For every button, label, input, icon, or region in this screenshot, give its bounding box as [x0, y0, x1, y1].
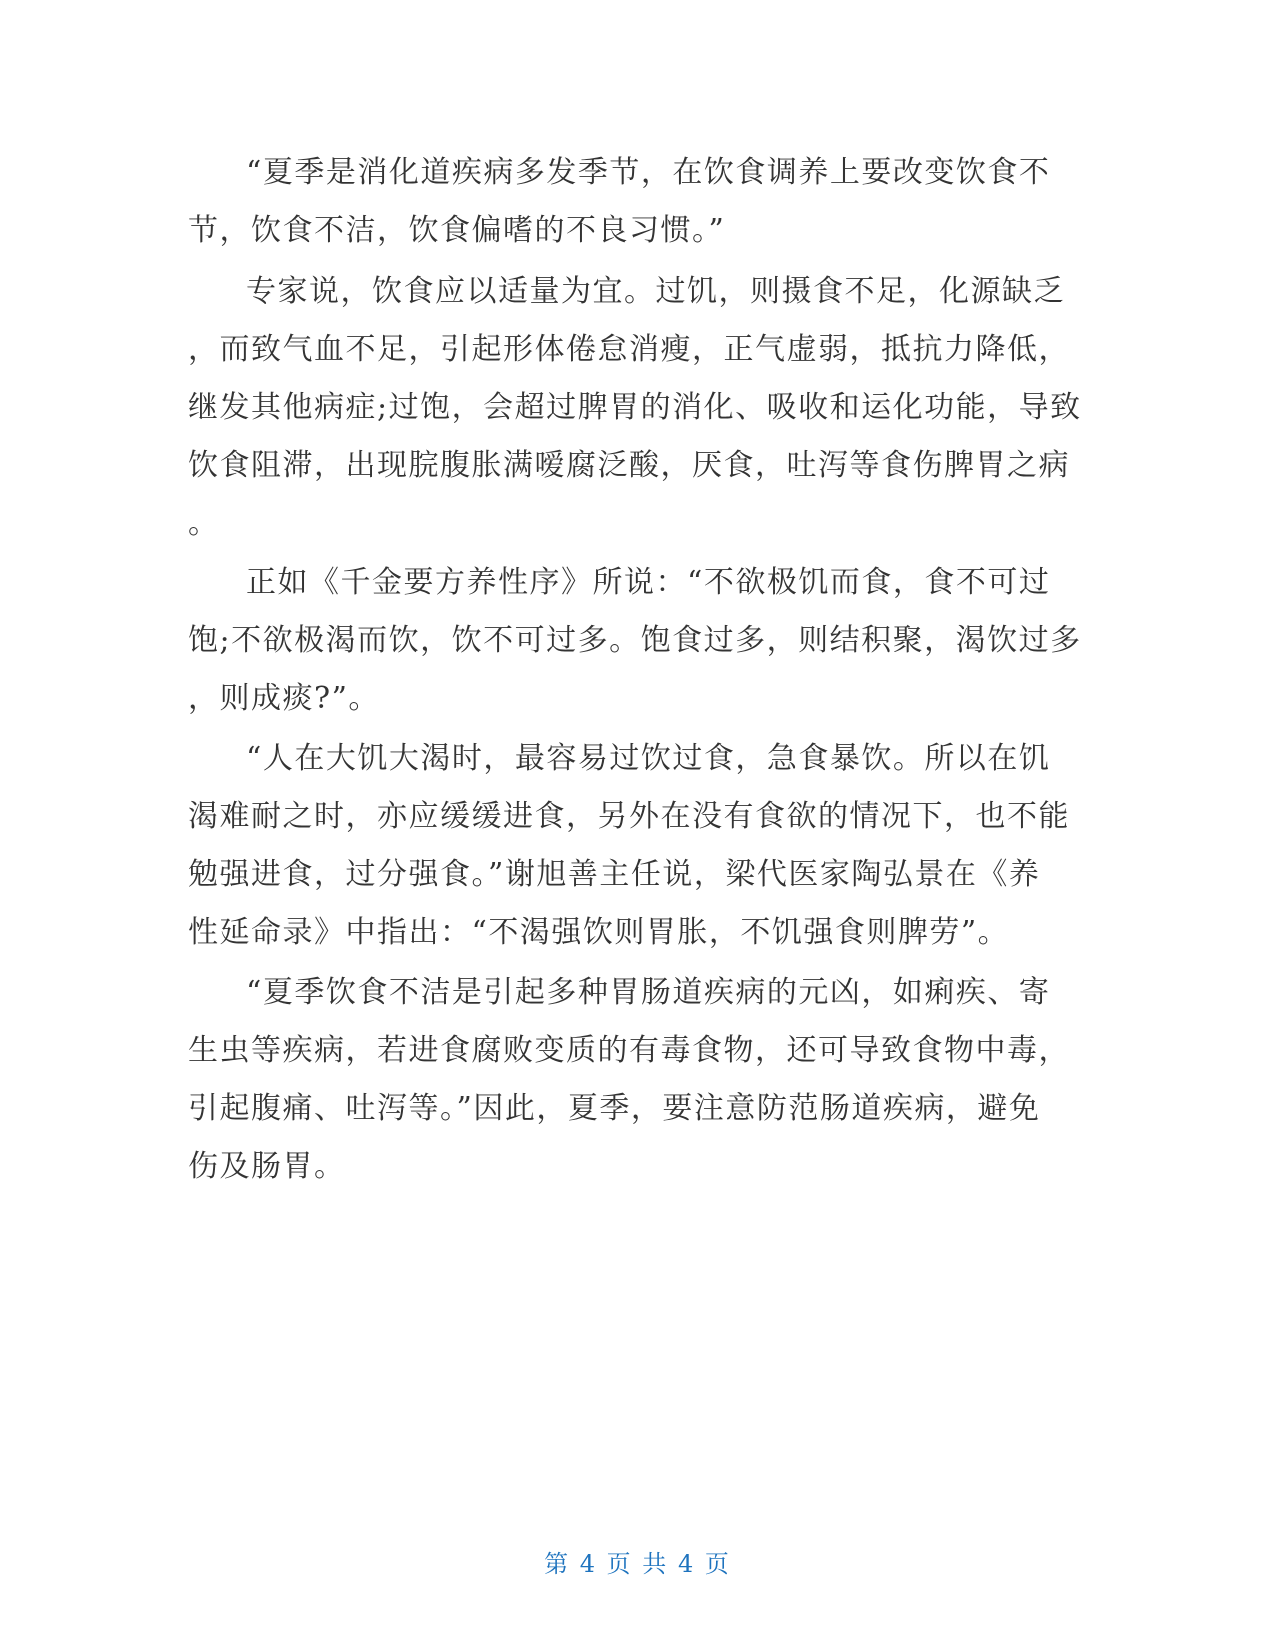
text-line: 。 — [188, 506, 220, 541]
text-line: ，而致气血不足，引起形体倦怠消瘦，正气虚弱，抵抗力降低， — [188, 332, 1070, 367]
text-line: 继发其他病症;过饱，会超过脾胃的消化、吸收和运化功能，导致 — [188, 390, 1082, 425]
text-line: 专家说，饮食应以适量为宜。过饥，则摄食不足，化源缺乏 — [246, 274, 1065, 309]
text-line: 勉强进食，过分强食。”谢旭善主任说，梁代医家陶弘景在《养 — [188, 857, 1041, 892]
text-line: 饱;不欲极渴而饮，饮不可过多。饱食过多，则结积聚，渴饮过多 — [188, 623, 1082, 658]
text-line: 饮食阻滞，出现脘腹胀满嗳腐泛酸，厌食，吐泻等食伤脾胃之病 — [188, 448, 1070, 483]
text-line: “夏季饮食不洁是引起多种胃肠道疾病的元凶，如痢疾、寄 — [246, 975, 1051, 1010]
text-line: 节，饮食不洁，饮食偏嗜的不良习惯。” — [188, 213, 726, 248]
text-line: “夏季是消化道疾病多发季节，在饮食调养上要改变饮食不 — [246, 155, 1051, 190]
text-line: 引起腹痛、吐泻等。”因此，夏季，要注意防范肠道疾病，避免 — [188, 1091, 1041, 1126]
text-line: 性延命录》中指出：“不渴强饮则胃胀，不饥强食则脾劳”。 — [188, 915, 1010, 950]
text-line: 生虫等疾病，若进食腐败变质的有毒食物，还可导致食物中毒， — [188, 1033, 1070, 1068]
text-line: ，则成痰?”。 — [188, 681, 380, 716]
text-line: “人在大饥大渴时，最容易过饮过食，急食暴饮。所以在饥 — [246, 741, 1051, 776]
text-line: 伤及肠胃。 — [188, 1149, 346, 1184]
text-line: 渴难耐之时，亦应缓缓进食，另外在没有食欲的情况下，也不能 — [188, 799, 1070, 834]
page-number-footer: 第 4 页 共 4 页 — [544, 1550, 731, 1578]
text-line: 正如《千金要方养性序》所说：“不欲极饥而食，食不可过 — [246, 565, 1051, 600]
